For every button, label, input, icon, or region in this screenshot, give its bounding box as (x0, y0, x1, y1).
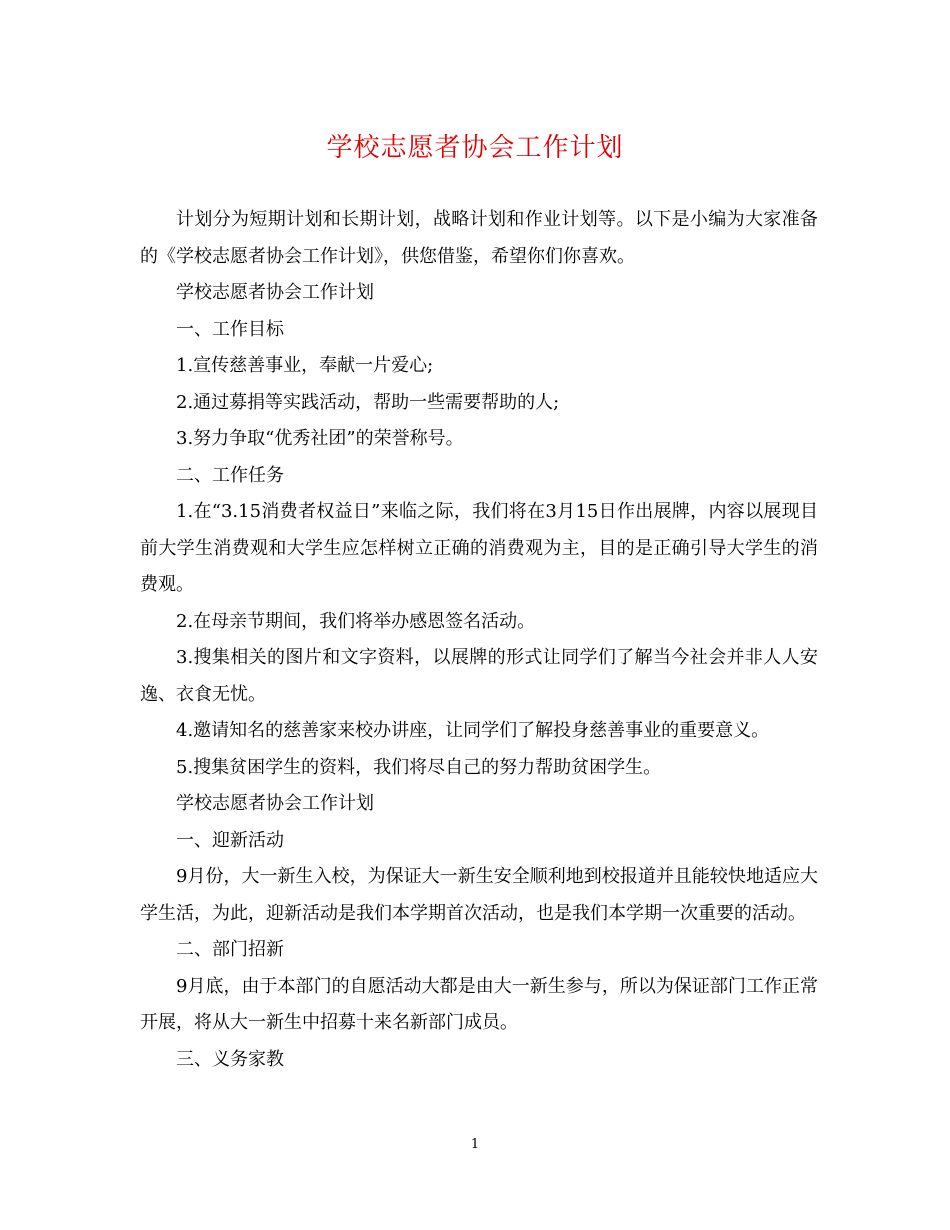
list-item: 3.搜集相关的图片和文字资料，以展牌的形式让同学们了解当今社会并非人人安逸、衣食无忧。 (140, 647, 818, 705)
subheading-tasks: 二、工作任务 (176, 464, 284, 486)
section-heading: 学校志愿者协会工作计划 (176, 793, 374, 814)
section-heading: 学校志愿者协会工作计划 (176, 282, 374, 303)
paragraph-orientation: 9月份，大一新生入校，为保证大一新生安全顺利地到校报道并且能较快地适应大学生活，为此，迎新活动是我们本学期首次活动，也是我们本学期一次重要的活动。 (140, 866, 818, 924)
paragraph-recruitment: 9月底，由于本部门的自愿活动大都是由大一新生参与，所以为保证部门工作正常开展，将从大一新生中招募十来名新部门成员。 (140, 975, 818, 1033)
list-item: 3.努力争取“优秀社团”的荣誉称号。 (176, 428, 464, 449)
list-item: 1.在“3.15消费者权益日”来临之际，我们将在3月15日作出展牌，内容以展现目前大学生消费观和大学生应怎样树立正确的消费观为主，目的是正确引导大学生的消费观。 (140, 501, 818, 595)
subheading-goals: 一、工作目标 (176, 318, 284, 340)
subheading-recruitment: 二、部门招新 (176, 939, 284, 960)
document-title: 学校志愿者协会工作计划 (326, 133, 624, 163)
subheading-orientation: 一、迎新活动 (176, 829, 284, 851)
page-number: 1 (470, 1137, 480, 1152)
document-body (140, 202, 818, 1078)
list-item: 1.宣传慈善事业，奉献一片爱心; (176, 355, 434, 376)
list-item: 2.通过募捐等实践活动，帮助一些需要帮助的人; (176, 391, 560, 413)
list-item: 2.在母亲节期间，我们将举办感恩签名活动。 (176, 610, 536, 632)
subheading-tutoring: 三、义务家教 (176, 1048, 284, 1070)
list-item: 4.邀请知名的慈善家来校办讲座，让同学们了解投身慈善事业的重要意义。 (176, 720, 770, 741)
list-item: 5.搜集贫困学生的资料，我们将尽自己的努力帮助贫困学生。 (176, 756, 662, 778)
paragraph-intro: 计划分为短期计划和长期计划，战略计划和作业计划等。以下是小编为大家准备的《学校志愿者协会工作计划》，供您借鉴，希望你们你喜欢。 (140, 209, 818, 267)
